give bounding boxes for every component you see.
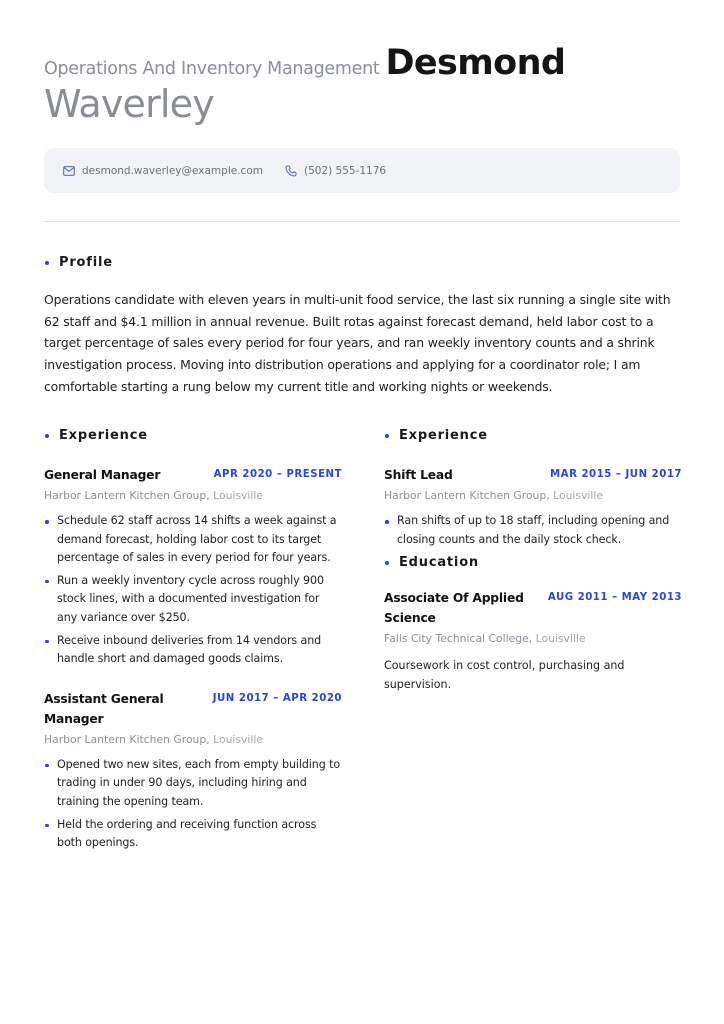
list-item: Held the ordering and receiving function across both openings. — [44, 816, 342, 853]
heading-dot-icon — [45, 434, 49, 438]
list-item: Opened two new sites, each from empty building to trading in under 90 days, including hiring and training the opening team. — [44, 756, 342, 812]
profile-section — [44, 255, 684, 398]
entry-organization: Harbor Lantern Kitchen Group, Louisville — [44, 732, 264, 746]
experience-entry — [44, 689, 342, 853]
entry-bullets — [384, 512, 682, 549]
entry-title: Associate Of Applied Science — [384, 591, 524, 626]
header-divider — [44, 221, 680, 222]
list-item: Receive inbound deliveries from 14 vendors and handle short and damaged goods claims. — [44, 632, 342, 669]
section-heading-education: Education — [384, 555, 682, 570]
heading-dot-icon — [385, 434, 389, 438]
entry-date: APR 2020 – PRESENT — [213, 469, 342, 480]
phone-icon — [285, 165, 297, 177]
experience-entry — [384, 465, 682, 549]
entry-city: Louisville — [213, 732, 264, 746]
entry-city: Louisville — [535, 632, 586, 646]
resume-header — [44, 43, 684, 126]
entry-organization: Harbor Lantern Kitchen Group, Louisville — [44, 489, 264, 502]
education-entry — [384, 588, 682, 694]
right-column — [384, 428, 682, 694]
last-name: Waverley — [44, 82, 214, 126]
contact-bar — [44, 148, 680, 193]
name-line — [44, 43, 684, 83]
entry-city: Louisville — [553, 489, 604, 502]
list-item: Ran shifts of up to 18 staff, including opening and closing counts and the daily stock check. — [384, 512, 682, 549]
list-item: Schedule 62 staff across 14 shifts a week against a demand forecast, holding labor cost to its target percentage of sales in every period for four years. — [44, 512, 342, 568]
email-text: desmond.waverley@example.com — [82, 164, 263, 177]
entry-description: Coursework in cost control, purchasing and supervision. — [384, 659, 625, 691]
heading-dot-icon — [45, 261, 49, 265]
phone-text: (502) 555-1176 — [303, 164, 387, 177]
section-heading-profile: Profile — [44, 255, 684, 270]
entry-organization: Falls City Technical College, Louisville — [384, 632, 586, 646]
entry-title: General Manager — [44, 468, 161, 482]
heading-dot-icon — [385, 561, 389, 565]
entry-title: Assistant General Manager — [44, 691, 164, 726]
left-column — [44, 428, 342, 857]
entry-organization: Harbor Lantern Kitchen Group, Louisville — [384, 489, 604, 502]
entry-city: Louisville — [213, 489, 264, 502]
entry-title: Shift Lead — [384, 468, 453, 482]
entry-bullets — [44, 512, 342, 669]
job-title: Operations And Inventory Management — [44, 59, 380, 79]
contact-email[interactable] — [63, 165, 263, 177]
mail-icon — [63, 166, 75, 176]
entry-date: MAR 2015 – JUN 2017 — [550, 469, 682, 480]
entry-bullets — [44, 756, 342, 853]
section-heading-experience: Experience — [44, 428, 342, 443]
entry-date: JUN 2017 – APR 2020 — [212, 692, 342, 704]
experience-entry — [44, 465, 342, 669]
profile-summary: Operations candidate with eleven years in multi-unit food service, the last six running a single site with 62 staff and $4.1 million in annual revenue. Built rotas against forecast demand, held labor cost to a target percentage of sales every period for four years, and ran weekly inventory counts and a shrink investigation process. Moving into distribution operations and applying for a coordinator role; I am comfortable starting a rung below my current title and working nights or weekends. — [44, 292, 671, 394]
first-name: Desmond — [385, 43, 566, 83]
entry-date: AUG 2011 – MAY 2013 — [547, 592, 682, 604]
contact-phone[interactable] — [285, 165, 386, 177]
list-item: Run a weekly inventory cycle across roughly 900 stock lines, with a documented investigation for any variance over $250. — [44, 572, 342, 628]
section-heading-experience: Experience — [384, 428, 682, 443]
